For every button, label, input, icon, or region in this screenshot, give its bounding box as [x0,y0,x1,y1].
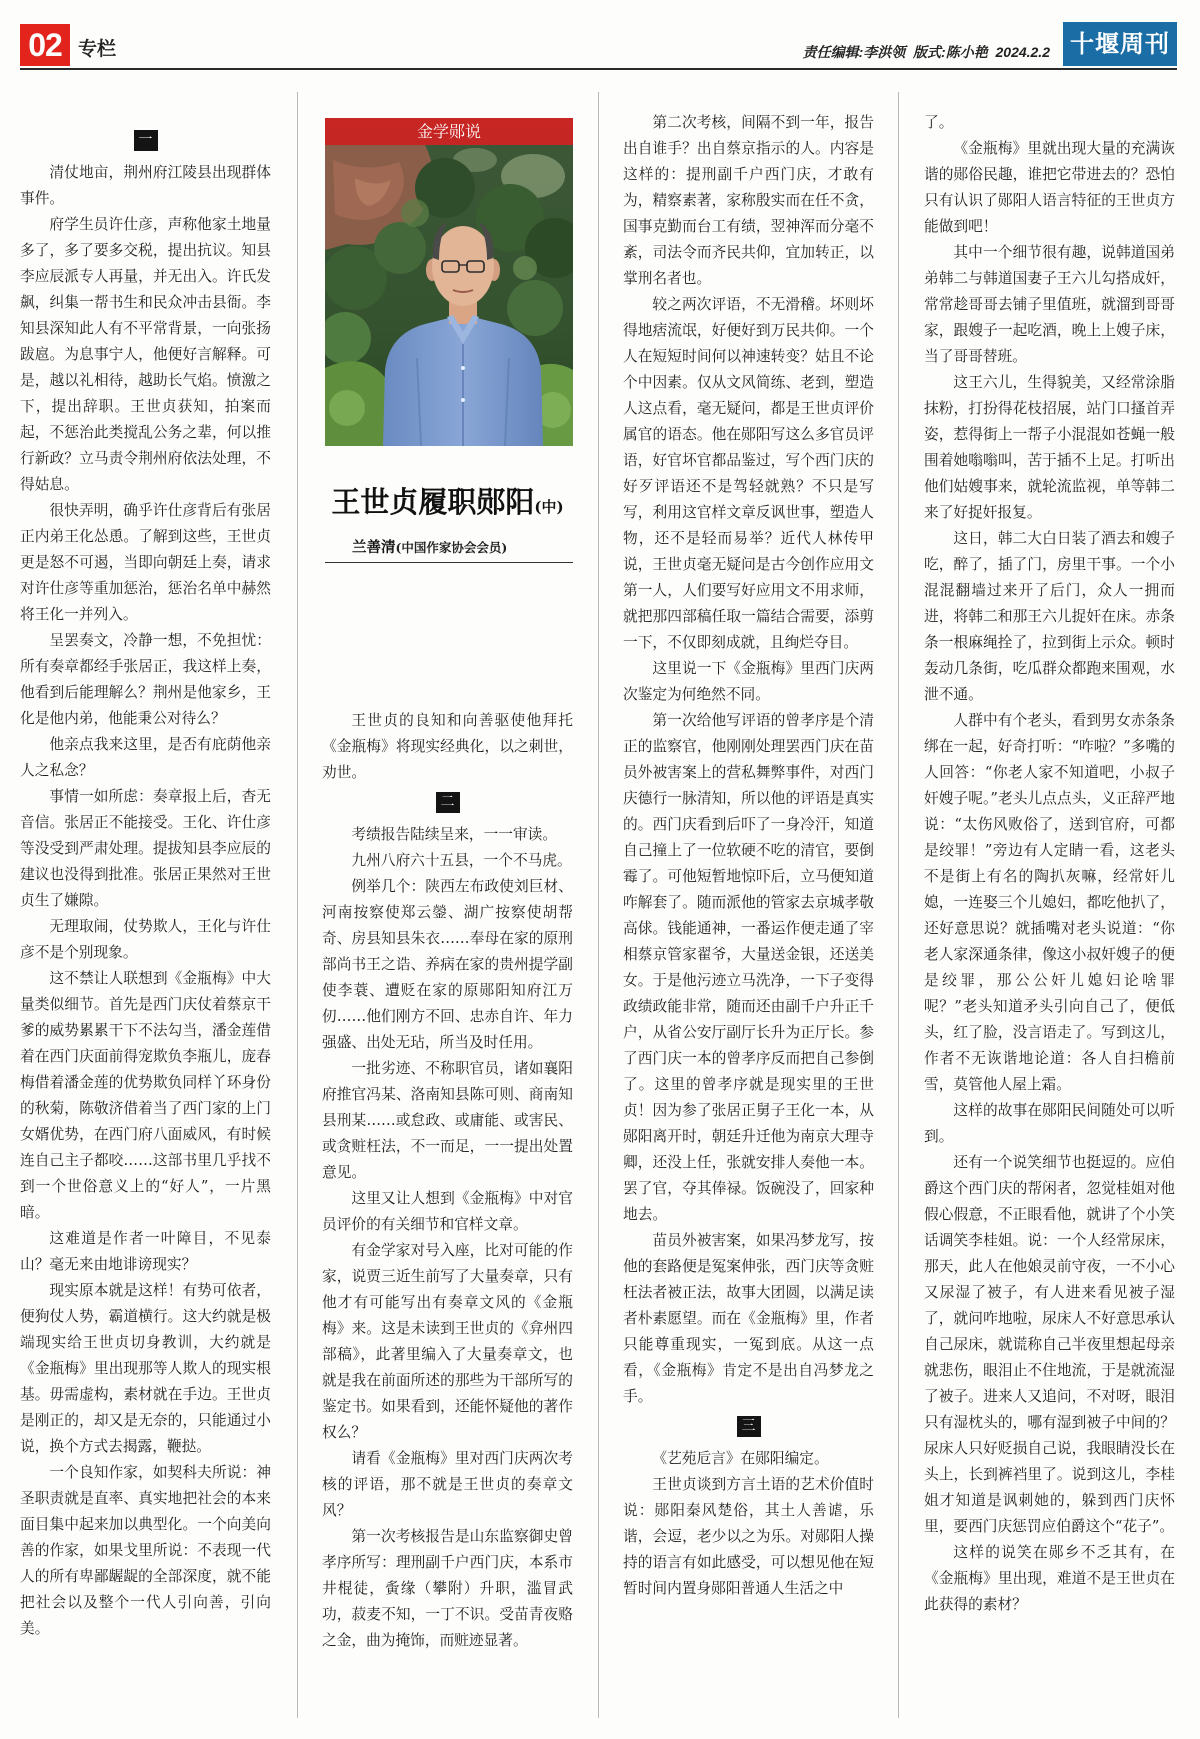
body-paragraph: 《金瓶梅》里就出现大量的充满诙谐的郧俗民趣，谁把它带进去的？恐怕只有认识了郧阳人语言特征的王世贞方能做到吧！ [924,140,1175,235]
body-paragraph: 这样的说笑在郧乡不乏其有，在《金瓶梅》里出现，难道不是王世贞在此获得的素材？ [924,1544,1175,1613]
section-marker: 三 [737,1416,761,1437]
column-divider [598,92,599,1718]
body-paragraph: 这日，韩二大白日装了酒去和嫂子吃，醉了，插了门，房里干事。一个小混混翻墙过来开了后门，众人一拥而进，将韩二和那王六儿捉奸在床。赤条条一根麻绳拴了，拉到街上示众。顿时轰动几条街，吃瓜群众都跑来围观，水泄不通。 [924,530,1175,703]
body-paragraph: 他亲点我来这里，是否有庇荫他亲人之私念？ [20,736,271,779]
body-paragraph: 一个良知作家，如契科夫所说：神圣职责就是直率、真实地把社会的本来面目集中起来加以典型化。一个向美向善的作家，如果戈里所说：不表现一代人的所有卑鄙龌龊的全部深度，就不能把社会以及整个一代人引向善，引向美。 [20,1464,271,1637]
body-paragraph: 现实原本就是这样！有势可依者，便狗仗人势，霸道横行。这大约就是极端现实给王世贞切身教训，大约就是《金瓶梅》里出现那等人欺人的现实根基。毋需虚构，素材就在手边。王世贞是刚正的，却又是无奈的，只能通过小说，换个方式去揭露，鞭挞。 [20,1282,271,1455]
body-paragraph: 请看《金瓶梅》里对西门庆两次考核的评语，那不就是王世贞的奏章文风？ [322,1450,573,1519]
column-divider [297,92,298,1718]
body-paragraph: 还有一个说笑细节也挺逗的。应伯爵这个西门庆的帮闲者，忽觉桂姐对他假心假意，不正眼看他，就讲了个小笑话调笑李桂姐。说：一个人经常尿床，那天，此人在他娘灵前守夜，一不小心又尿湿了被子，有人进来看见被子湿了，就问咋地啦，尿床人不好意思承认自己尿床，就谎称自己半夜里想起母亲就悲伤，眼泪止不住地流，于是就流湿了被子。进来人又追问，不对呀，眼泪只有湿枕头的，哪有湿到被子中间的？尿床人只好贬损自己说，我眼睛没长在头上，长到裤裆里了。说到这儿，李桂姐才知道是讽刺她的，躲到西门庆怀里，要西门庆惩罚应伯爵这个“花子”。 [924,1154,1175,1535]
section-name: 专栏 [78,38,117,60]
masthead-logo: 十堰周刊 [1063,22,1177,66]
author-name: 兰善清 [352,539,396,556]
author-portrait-icon [325,118,573,446]
body-paragraph: 第一次考核报告是山东监察御史曾孝序所写：理刑副千户西门庆，本系市井棍徒，夤缘（攀附）升职，滥冒武功，菽麦不知，一丁不识。受苗青夜赂之金，曲为掩饰，而赃迹显著。 [322,1528,573,1649]
body-paragraph: 其中一个细节很有趣，说韩道国弟弟韩二与韩道国妻子王六儿勾搭成奸，常常趁哥哥去铺子里值班，就溜到哥哥家，跟嫂子一起吃酒，晚上上嫂子床，当了哥哥替班。 [924,244,1175,365]
column-divider [898,92,899,1718]
body-paragraph: 清仗地亩，荆州府江陵县出现群体事件。 [20,164,271,207]
body-paragraph: 一批劣迹、不称职官员，诸如襄阳府推官冯某、洛南知县陈可则、商南知县刑某……或怠政、或庸能、或害民、或贪赃枉法，不一而足，一一提出处置意见。 [322,1060,573,1181]
article-title-main: 王世贞履职郧阳 [331,485,535,519]
author-photo [325,118,573,446]
section-marker: 一 [134,130,158,151]
body-paragraph: 呈罢奏文，冷静一想，不免担忧：所有奏章都经手张居正，我这样上奏，他看到后能理解么？荆州是他家乡，王化是他内弟，他能秉公对待么？ [20,632,271,727]
body-paragraph: 王世贞的良知和向善驱使他拜托《金瓶梅》将现实经典化，以之刺世，劝世。 [322,712,573,781]
byline [352,536,567,559]
body-paragraph: 府学生员许仕彦，声称他家土地量多了，多了要多交税，提出抗议。知县李应辰派专人再量，并无出入。许氏发飙，纠集一帮书生和民众冲击县衙。李知县深知此人有不平常背景，一向张扬跋扈。为息事宁人，他便好言解释。可是，越以礼相待，越助长气焰。愤激之下，提出辞职。王世贞获知，拍案而起，不惩治此类搅乱公务之辈，何以推行新政？立马责令荆州府依法处理，不得姑息。 [20,216,271,493]
body-paragraph: 无理取闹，仗势欺人，王化与许仕彦不是个别现象。 [20,918,271,961]
body-paragraph: 苗员外被害案，如果冯梦龙写，按他的套路便是冤案伸张，西门庆等贪赃枉法者被正法，故事大团圆，以满足读者朴素愿望。而在《金瓶梅》里，作者只能尊重现实，一冤到底。从这一点看，《金瓶梅》肯定不是出自冯梦龙之手。 [623,1232,874,1405]
body-paragraph: 很快弄明，确乎许仕彦背后有张居正内弟王化怂恿。了解到这些，王世贞更是怒不可遏，当即向朝廷上奏，请求对许仕彦等重加惩治，惩治名单中赫然将王化一并列入。 [20,502,271,623]
body-paragraph: 第二次考核，间隔不到一年，报告出自谁手？出自蔡京指示的人。内容是这样的：提刑副千户西门庆，才敢有为，精察素著，家称殷实而在任不贪，国事克勤而台工有绩，翌神浑而分毫不紊，司法令而齐民共仰，宜加转正，以掌刑名者也。 [623,114,874,287]
body-paragraph: 王世贞谈到方言土语的艺术价值时说：郧阳秦风楚俗，其土人善谑，乐谐，会逗，老少以之为乐。对郧阳人操持的语言有如此感受，可以想见他在短暂时间内置身郧阳普通人生活之中 [623,1476,874,1597]
page-number: 02 [20,24,70,66]
article-column-2 [322,708,573,1716]
body-paragraph: 有金学家对号入座，比对可能的作家，说贾三近生前写了大量奏章，只有他才有可能写出有奏章文风的《金瓶梅》来。这是未读到王世贞的《弇州四部稿》，此著里编入了大量奏章文，也就是我在前面所述的那些为干部所写的鉴定书。如果看到，还能怀疑他的著作权么？ [322,1242,573,1441]
article-column-1 [20,124,271,1716]
byline-rule [325,562,573,563]
section-marker: 二 [436,792,460,813]
editor-credits: 责任编辑:李洪领 版式:陈小艳 2024.2.2 [802,44,1050,60]
body-paragraph-continued: 了。 [924,114,954,131]
body-paragraph: 这里又让人想到《金瓶梅》中对官员评价的有关细节和官样文章。 [322,1190,573,1233]
body-paragraph: 例举几个：陕西左布政使刘巨材、河南按察使郑云鎣、湖广按察使胡帮奇、房县知县朱衣……奉母在家的原刑部尚书王之诰、养病在家的贵州提学副使李蓑、遭贬在家的原郧阳知府江万仞……他们刚方不回、忠赤自许、年力强盛、出处无玷，所当及时任用。 [322,878,573,1051]
body-paragraph: 第一次给他写评语的曾孝序是个清正的监察官，他刚刚处理罢西门庆在苗员外被害案上的营私舞弊事件，对西门庆德行一脉清知，所以他的评语是真实的。西门庆看到后吓了一身冷汗，知道自己撞上了一位软硬不吃的清官，要倒霉了。可他短暂地惊吓后，立马便知道咋解套了。随而派他的管家去京城孝敬高俅。钱能通神，一番运作便走通了宰相蔡京管家翟爷，大量送金银，还送美女。于是他污迹立马洗净，一下子变得政绩政能非常，随而还由副千户升正千户，从省公安厅副厅长升为正厅长。参了西门庆一本的曾孝序反而把自己参倒了。这里的曾孝序就是现实里的王世贞！因为参了张居正舅子王化一本，从郧阳离开时，朝廷升迁他为南京大理寺卿，还没上任，张就安排人奏他一本。罢了官，夺其俸禄。饭碗没了，回家种地去。 [623,712,874,1223]
column-banner: 金学郧说 [325,118,573,145]
author-note: (中国作家协会会员) [395,540,508,555]
body-paragraph: 考绩报告陆续呈来，一一审读。 [351,826,558,843]
article-column-4 [924,110,1175,1716]
body-paragraph: 这样的故事在郧阳民间随处可以听到。 [924,1102,1175,1145]
body-paragraph: 这里说一下《金瓶梅》里西门庆两次鉴定为何绝然不同。 [623,660,874,703]
body-paragraph: 这不禁让人联想到《金瓶梅》中大量类似细节。首先是西门庆仗着蔡京干爹的威势累累干下不法勾当，潘金莲借着在西门庆面前得宠欺负李瓶儿，庞春梅借着潘金莲的优势欺负同样丫环身份的秋菊，陈敬济借着当了西门家的上门女婿优势，在西门府八面威风，有时候连自己主子都咬……这部书里几乎找不到一个世俗意义上的“好人”，一片黑暗。 [20,970,271,1221]
body-paragraph: 九州八府六十五县，一个不马虎。 [351,852,572,869]
body-paragraph: 《艺苑卮言》在郧阳编定。 [652,1450,829,1467]
body-paragraph: 这王六儿，生得貌美，又经常涂脂抹粉，打扮得花枝招展，站门口搔首弄姿，惹得街上一帮子小混混如苍蝇一般围着她嗡嗡叫，苦于插不上足。打听出他们姑嫂事来，就轮流监视，单等韩二来了好捉奸报复。 [924,374,1175,521]
body-paragraph: 较之两次评语，不无滑稽。坏则坏得地痞流氓，好便好到万民共仰。一个人在短短时间何以神速转变？姑且不论个中因素。仅从文风简练、老到，塑造人这点看，毫无疑问，都是王世贞评价属官的语态。他在郧阳写这么多官员评语，好官坏官都品鉴过，写个西门庆的好歹评语还不是驾轻就熟？不只是写写，利用这官样文章反讽世事，塑造人物，还不是轻而易举？近代人林传甲说，王世贞毫无疑问是古今创作应用文第一人，人们要写好应用文不用求师，就把那四部稿任取一篇结合需要，添剪一下，不仅即刻成就，且绚烂夺目。 [623,296,874,651]
body-paragraph: 这难道是作者一叶障目，不见泰山？毫无来由地诽谤现实？ [20,1230,271,1273]
article-title [322,482,573,527]
header-rule [20,68,1177,70]
article-column-3 [623,110,874,1716]
body-paragraph: 事情一如所虑：奏章报上后，杳无音信。张居正不能接受。王化、许仕彦等没受到严肃处理。提拔知县李应辰的建议也没得到批准。张居正果然对王世贞生了嫌隙。 [20,788,271,909]
article-title-suffix: (中) [534,498,564,516]
body-paragraph: 人群中有个老头，看到男女赤条条绑在一起，好奇打听：“咋啦？”多嘴的人回答：“你老人家不知道吧，小叔子奸嫂子呢。”老头儿点点头，义正辞严地说：“太伤风败俗了，送到官府，可都是绞罪！”旁边有人定睛一看，这老头不是街上有名的陶扒灰嘛，经常奸儿媳，一连娶三个儿媳妇，都吃他扒了，还好意思说？就插嘴对老头说道：“你老人家深通条律，像这小叔奸嫂子的便是绞罪，那公公奸儿媳妇论啥罪呢？”老头知道矛头引向自己了，便低头，红了脸，没言语走了。写到这儿，作者不无诙谐地论道：各人自扫檐前雪，莫管他人屋上霜。 [924,712,1175,1093]
